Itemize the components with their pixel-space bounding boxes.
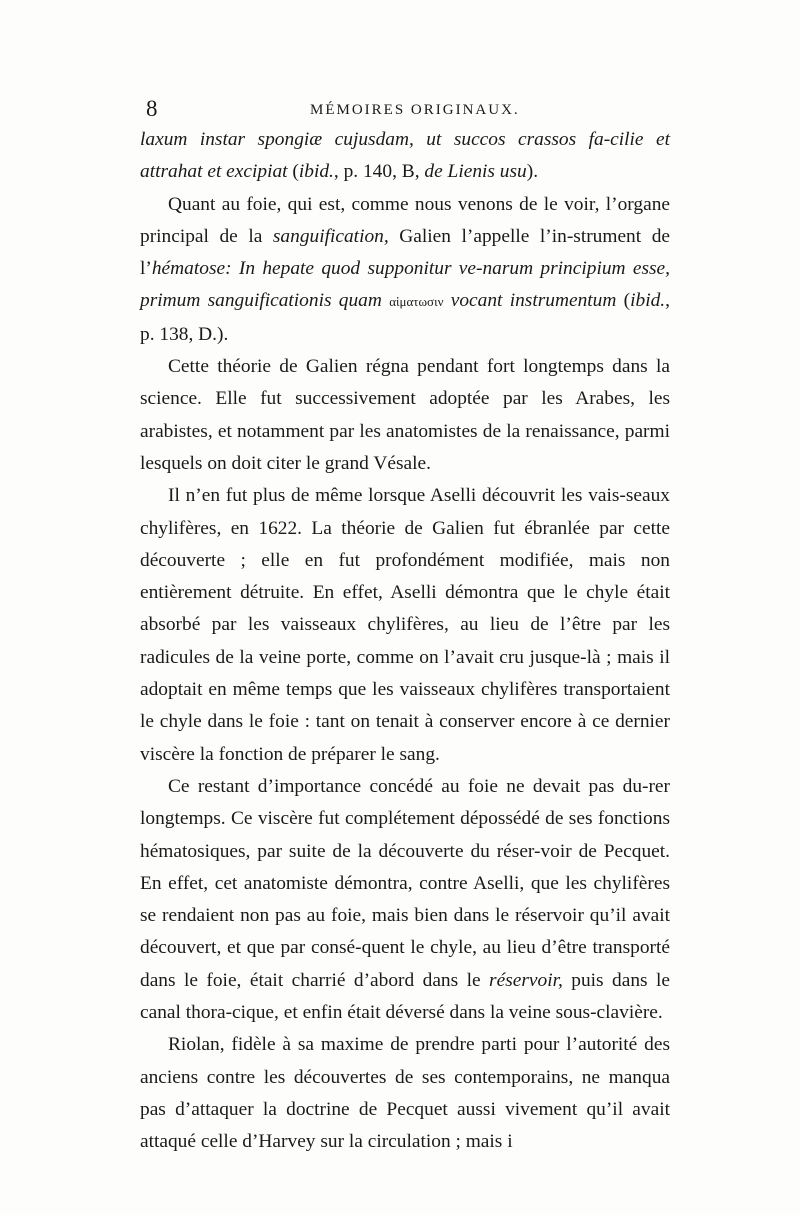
paragraph-liver: Quant au foie, qui est, comme nous venons de le voir, l’organe principal de la sanguification, Galien l’appelle l’in-strument de l’hématose: In hepate quod supponitur ve-narum principium esse, primum sanguificationis quam αἱματωσιν vocant instrumentum (ibid., p. 138, D.). — [140, 193, 670, 345]
page-header — [140, 96, 670, 126]
paragraph-aselli: Il n’en fut plus de même lorsque Aselli découvrit les vais-seaux chylifères, en 1622. La théorie de Galien fut ébranlée par cette découverte ; elle en fut profondément modifiée, mais non entièrement détruite. En effet, Aselli démontra que le chyle était absorbé par les vaisseaux chylifères, au lieu de l’être par les radicules de la veine porte, comme on l’avait cru jusque-là ; mais il adoptait en même temps que les vaisseaux chylifères transportaient le chyle dans le foie : tant on tenait à conserver encore à ce dernier viscère la fonction de préparer le sang. — [140, 485, 670, 765]
greek-word: αἱματωσιν — [389, 294, 444, 310]
page-number: 8 — [146, 96, 158, 121]
paragraph-continuation: laxum instar spongiæ cujusdam, ut succos crassos fa-cilie et attrahat et excipiat (ibid., p. 140, B, de Lienis usu). — [140, 129, 670, 183]
running-title: MÉMOIRES ORIGINAUX. — [310, 102, 520, 118]
paragraph-pecquet: Ce restant d’importance concédé au foie ne devait pas du-rer longtemps. Ce viscère fut complétement dépossédé de ses fonctions hématosiques, par suite de la découverte du réser-voir de Pecquet. En effet, cet anatomiste démontra, contre Aselli, que les chylifères se rendaient non pas au foie, mais bien dans le réservoir qu’il avait découvert, et que par consé-quent le chyle, au lieu d’être transporté dans le foie, était charrié d’abord dans le réservoir, puis dans le canal thora-cique, et enfin était déversé dans la veine sous-clavière. — [140, 775, 671, 1024]
body-text — [140, 124, 670, 1159]
latin-quote: laxum instar spongiæ cujusdam, ut succos crassos fa-cilie et attrahat et excipiat — [140, 129, 670, 183]
paragraph-riolan: Riolan, fidèle à sa maxime de prendre parti pour l’autorité des anciens contre les découvertes de ses contemporains, ne manqua pas d’attaquer la doctrine de Pecquet aussi vivement qu’il avait attaqué celle d’Harvey sur la circulation ; mais i — [140, 1034, 670, 1153]
paragraph-galien-theory: Cette théorie de Galien régna pendant fort longtemps dans la science. Elle fut successivement adoptée par les Arabes, les arabistes, et notamment par les anatomistes de la renaissance, parmi lesquels on doit citer le grand Vésale. — [140, 356, 670, 474]
